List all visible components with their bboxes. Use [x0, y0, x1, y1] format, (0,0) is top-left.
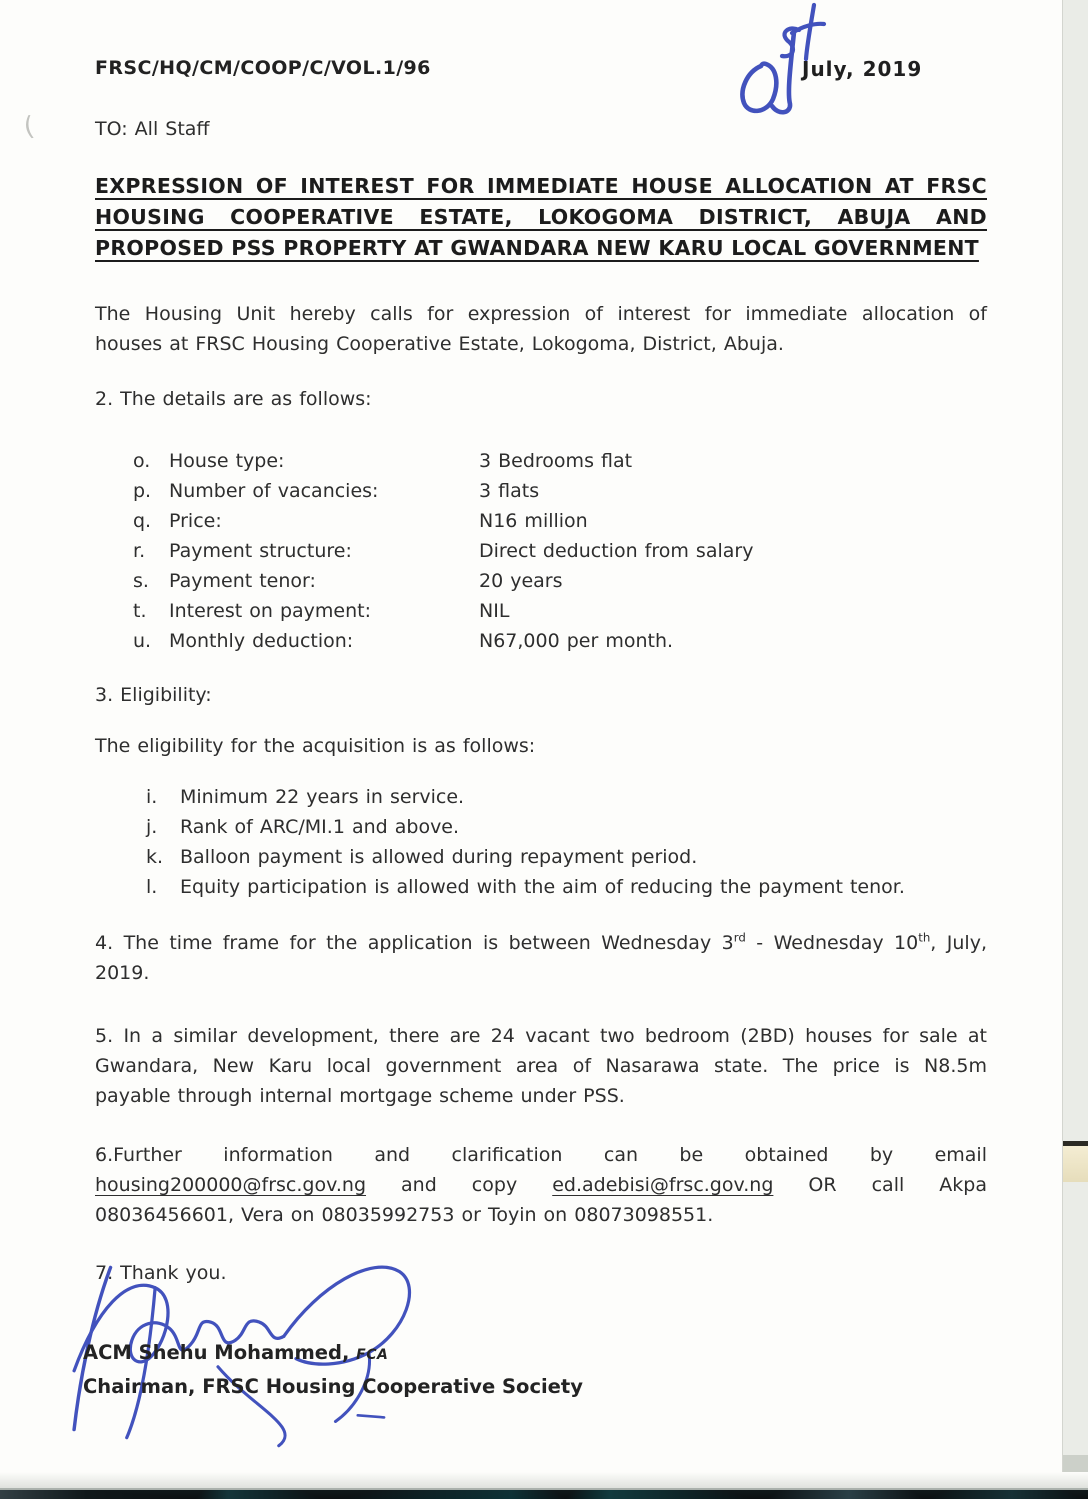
recipient-line: TO: All Staff — [95, 118, 210, 140]
eligibility-intro: The eligibility for the acquisition is as follows: — [95, 735, 536, 757]
email-address: ed.adebisi@frsc.gov.ng — [552, 1174, 774, 1196]
page-bottom-shadow — [0, 1472, 1088, 1488]
scan-edge-strip — [1062, 0, 1088, 1499]
paragraph-5-line: Gwandara, New Karu local government area of Nasarawa state. The price is N8.5m — [95, 1055, 987, 1077]
detail-value: 3 flats — [479, 480, 540, 502]
detail-value: Direct deduction from salary — [479, 540, 754, 562]
signatory-name — [83, 1341, 388, 1364]
closing-line: 7. Thank you. — [95, 1262, 227, 1284]
section-2-heading: 2. The details are as follows: — [95, 388, 372, 410]
detail-label: Payment structure: — [169, 540, 352, 562]
eligibility-row — [146, 812, 996, 842]
intro-line: The Housing Unit hereby calls for expression of interest for immediate allocation of — [95, 303, 987, 325]
eligibility-letter: i. — [146, 786, 158, 808]
paragraph-6-line: 08036456601, Vera on 08035992753 or Toyin on 08073098551. — [95, 1204, 714, 1226]
reference-number: FRSC/HQ/CM/COOP/C/VOL.1/96 — [95, 57, 431, 79]
eligibility-row — [146, 842, 996, 872]
detail-label: Interest on payment: — [169, 600, 372, 622]
detail-letter: o. — [133, 450, 151, 472]
detail-row — [133, 476, 893, 506]
detail-letter: s. — [133, 570, 149, 592]
subject-title-line: HOUSING COOPERATIVE ESTATE, LOKOGOMA DISTRICT, ABUJA AND — [95, 205, 987, 229]
detail-letter: r. — [133, 540, 146, 562]
detail-row — [133, 626, 893, 656]
subject-title-line: EXPRESSION OF INTEREST FOR IMMEDIATE HOUSE ALLOCATION AT FRSC — [95, 174, 987, 198]
detail-label: House type: — [169, 450, 285, 472]
detail-letter: q. — [133, 510, 152, 532]
eligibility-text: Rank of ARC/MI.1 and above. — [180, 816, 460, 838]
detail-row — [133, 596, 893, 626]
paragraph-6-text: OR call Akpa — [773, 1174, 987, 1196]
section-3-heading: 3. Eligibility: — [95, 684, 212, 706]
scan-edge-yellow-band — [1063, 1146, 1088, 1182]
scan-bottom-band — [0, 1488, 1088, 1499]
detail-label: Number of vacancies: — [169, 480, 379, 502]
paragraph-5-line: payable through internal mortgage scheme under PSS. — [95, 1085, 625, 1107]
eligibility-text: Minimum 22 years in service. — [180, 786, 465, 808]
detail-row — [133, 506, 893, 536]
detail-letter: p. — [133, 480, 152, 502]
paragraph-6-line: 6.Further information and clarification can be obtained by email — [95, 1144, 987, 1166]
paragraph-4-text: - Wednesday 10 — [745, 932, 919, 954]
detail-label: Monthly deduction: — [169, 630, 354, 652]
paragraph-4-text: , July, — [930, 932, 987, 954]
eligibility-letter: k. — [146, 846, 164, 868]
detail-value: NIL — [479, 600, 510, 622]
detail-value: 3 Bedrooms flat — [479, 450, 633, 472]
detail-value: N67,000 per month. — [479, 630, 674, 652]
ordinal-superscript: rd — [733, 930, 746, 945]
ordinal-superscript: th — [918, 930, 931, 945]
paragraph-4-line: 2019. — [95, 962, 150, 984]
eligibility-text: Equity participation is allowed with the aim of reducing the payment tenor. — [180, 876, 905, 898]
intro-paragraph — [95, 299, 987, 359]
subject-title — [95, 171, 987, 264]
detail-row — [133, 536, 893, 566]
detail-value: 20 years — [479, 570, 563, 592]
paragraph-5 — [95, 1021, 987, 1111]
detail-value: N16 million — [479, 510, 588, 532]
detail-label: Payment tenor: — [169, 570, 316, 592]
email-address: housing200000@frsc.gov.ng — [95, 1174, 367, 1196]
eligibility-text: Balloon payment is allowed during repayment period. — [180, 846, 698, 868]
subject-title-line: PROPOSED PSS PROPERTY AT GWANDARA NEW KARU LOCAL GOVERNMENT — [95, 236, 979, 260]
detail-letter: u. — [133, 630, 152, 652]
detail-row — [133, 446, 893, 476]
eligibility-letter: j. — [146, 816, 158, 838]
scan-speckle-mark: ( — [21, 111, 37, 143]
eligibility-list — [146, 782, 996, 902]
paragraph-4-text: 4. The time frame for the application is between Wednesday 3 — [95, 932, 734, 954]
eligibility-row — [146, 782, 996, 812]
detail-row — [133, 566, 893, 596]
detail-letter: t. — [133, 600, 147, 622]
eligibility-letter: l. — [146, 876, 158, 898]
paragraph-6-line — [95, 1170, 987, 1200]
paragraph-6 — [95, 1140, 987, 1230]
detail-label: Price: — [169, 510, 222, 532]
signatory-role: Chairman, FRSC Housing Cooperative Society — [83, 1375, 583, 1398]
paragraph-4 — [95, 928, 987, 988]
details-list — [133, 446, 893, 656]
paragraph-4-line — [95, 928, 987, 958]
paragraph-6-text: and copy — [366, 1174, 553, 1196]
paragraph-5-line: 5. In a similar development, there are 24 vacant two bedroom (2BD) houses for sale at — [95, 1025, 987, 1047]
typed-date: July, 2019 — [802, 57, 923, 81]
signatory-credential: FCA — [356, 1347, 389, 1363]
intro-line: houses at FRSC Housing Cooperative Estate, Lokogoma, District, Abuja. — [95, 333, 784, 355]
eligibility-row — [146, 872, 996, 902]
signatory-name-text: ACM Shehu Mohammed, — [83, 1341, 357, 1364]
